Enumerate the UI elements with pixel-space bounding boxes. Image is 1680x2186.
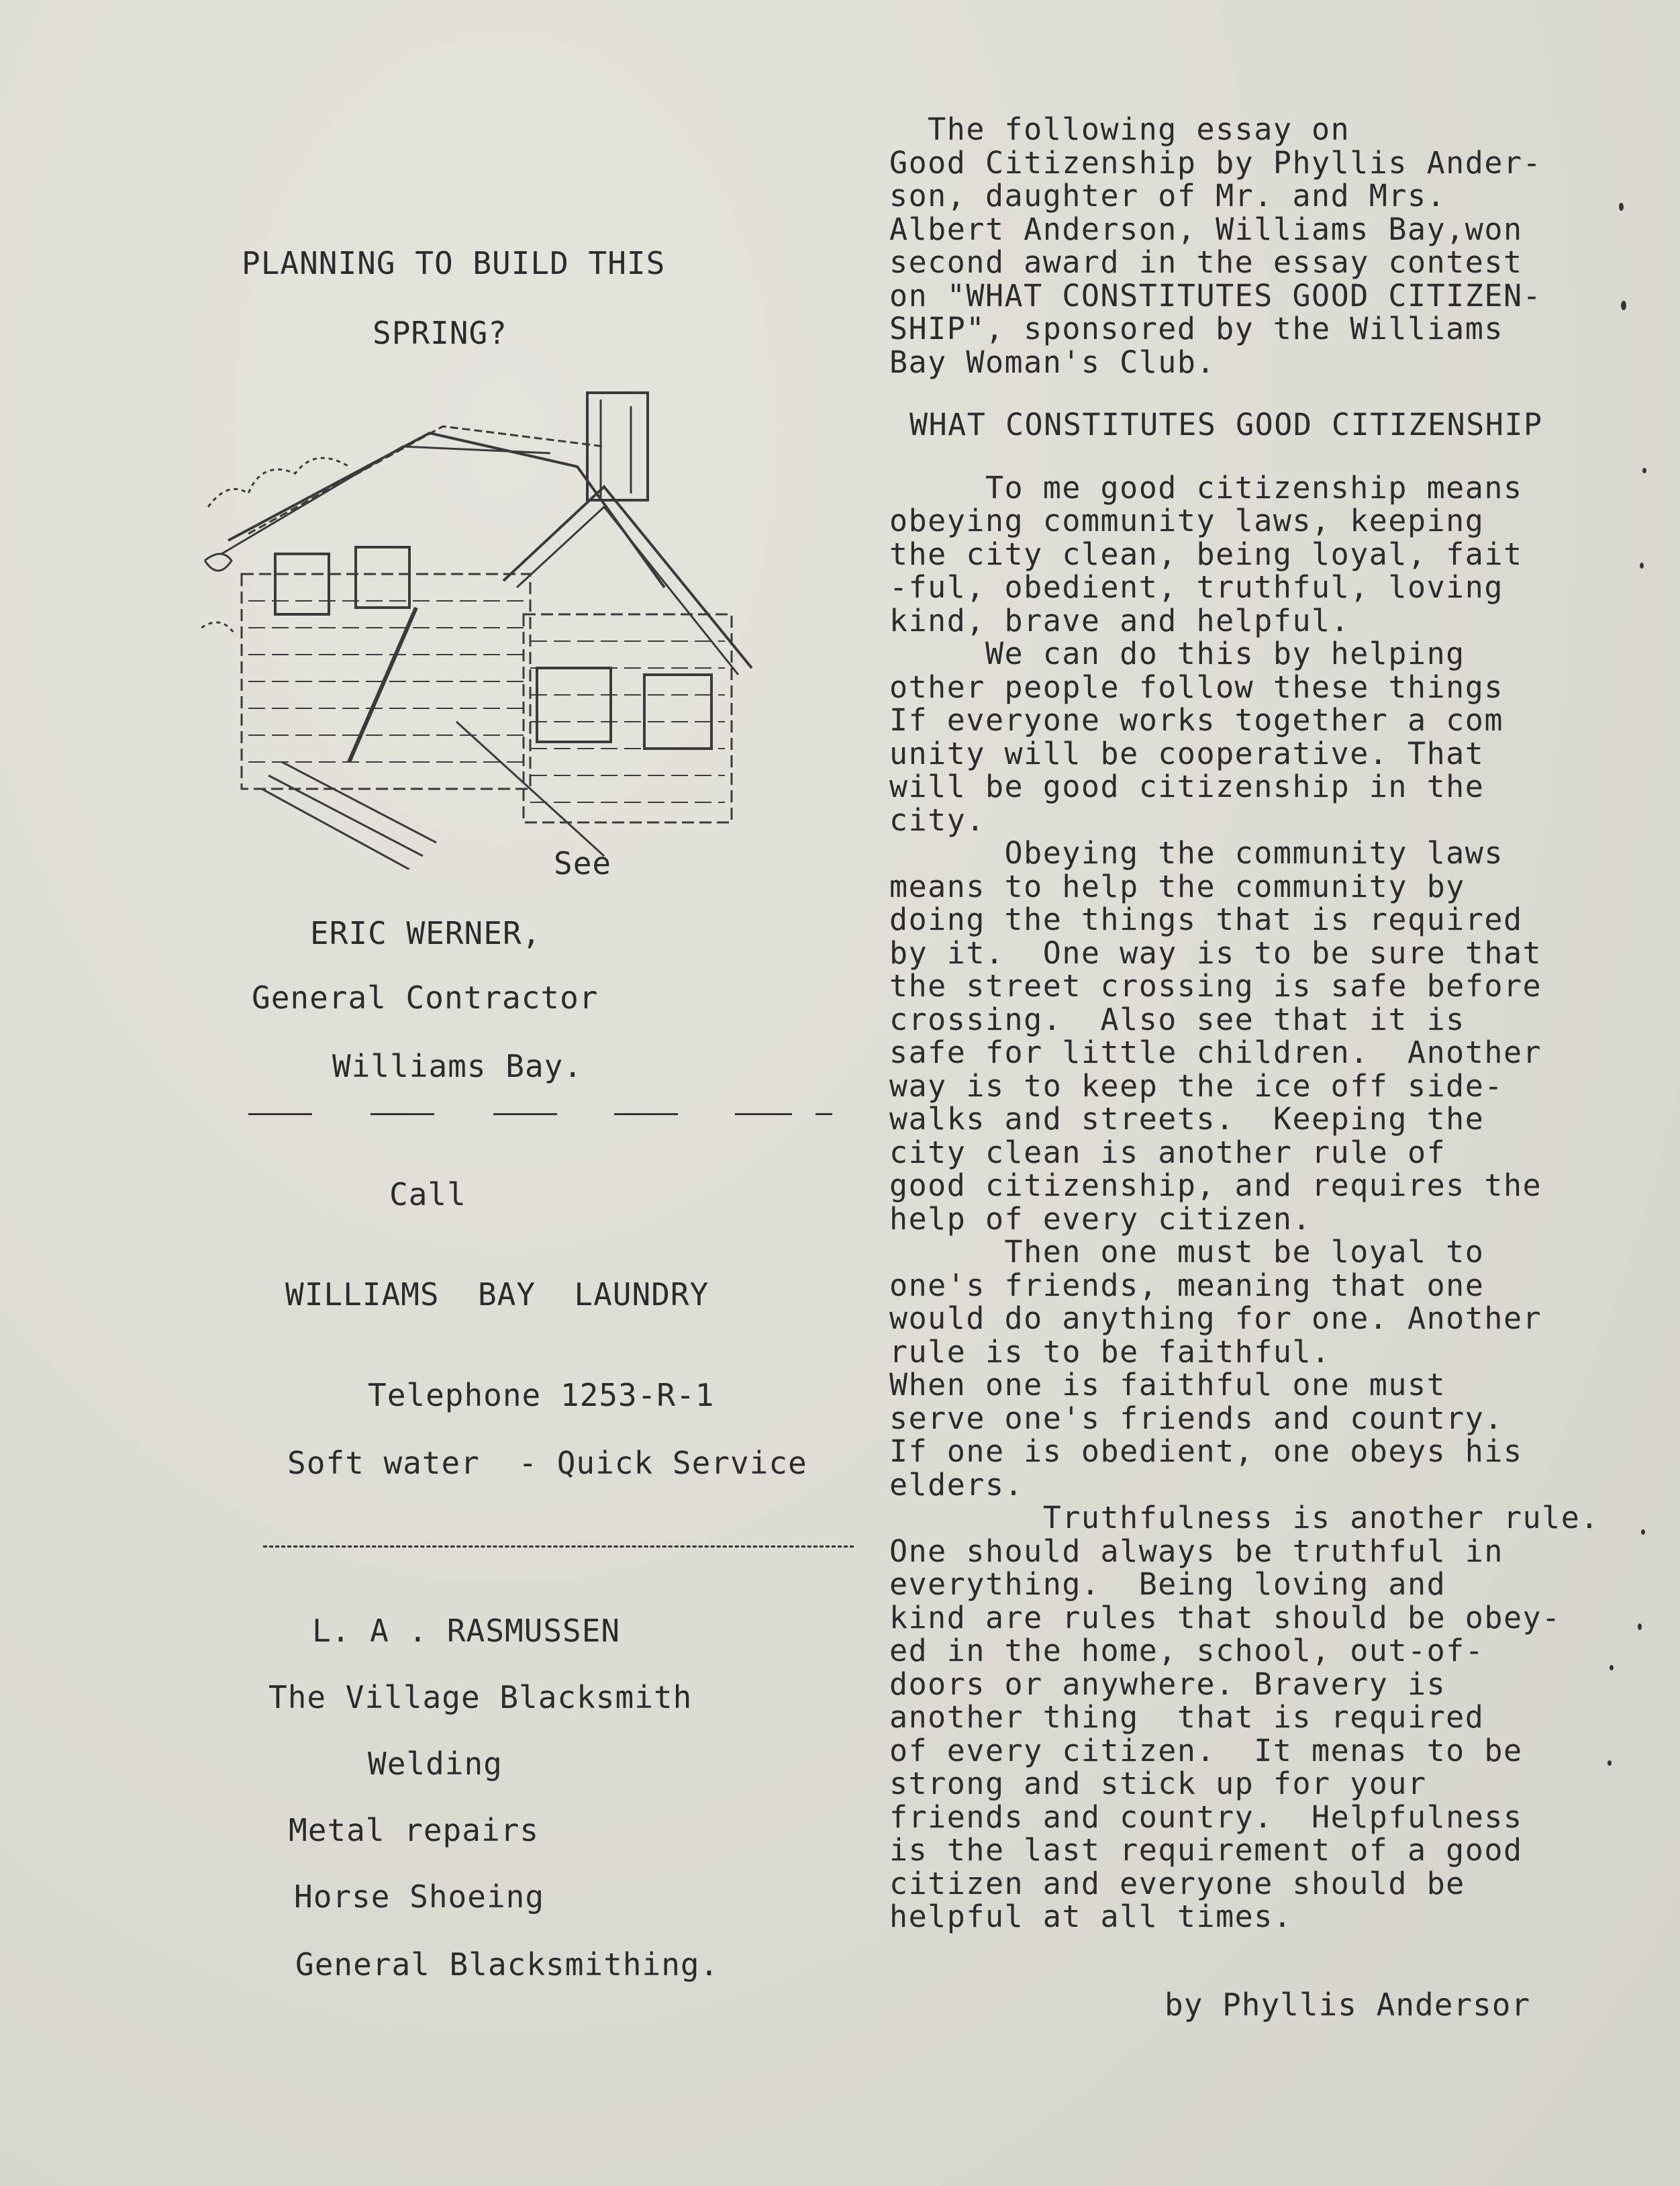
essay-body-line: To me good citizenship means (889, 469, 1523, 506)
essay-body-line: crossing. Also see that it is (889, 1001, 1465, 1037)
ad-headline: PLANNING TO BUILD THIS (242, 245, 666, 281)
essay-body-line: unity will be cooperative. That (889, 735, 1485, 771)
essay-body-line: the street crossing is safe before (889, 968, 1542, 1004)
essay-body-line: rule is to be faithful. (889, 1333, 1331, 1370)
ad-blacksmith-name: L. A . RASMUSSEN (312, 1613, 621, 1649)
ad-tagline: Soft water - Quick Service (287, 1445, 807, 1481)
essay-body-line: Truthfulness is another rule. (889, 1500, 1599, 1535)
essay-body (889, 471, 1654, 1934)
separator-dash (248, 1113, 312, 1115)
essay-body-line: strong and stick up for your (889, 1766, 1427, 1801)
ad-service-item: General Blacksmithing. (295, 1946, 720, 1983)
essay-body-line: walks and streets. Keeping the (889, 1101, 1485, 1137)
essay-body-line: Obeying the community laws (889, 835, 1503, 871)
essay-body-line: We can do this by helping (889, 636, 1465, 671)
essay-intro-line: SHIP", sponsored by the Williams (889, 311, 1503, 346)
margin-speck (1621, 301, 1626, 310)
essay-body-line: other people follow these things (889, 669, 1503, 705)
essay-body-line: kind are rules that should be obey- (889, 1599, 1561, 1635)
ad-contractor-name: ERIC WERNER, (310, 915, 542, 951)
separator-dash (735, 1113, 792, 1115)
essay-intro-line: on "WHAT CONSTITUTES GOOD CITIZEN- (889, 277, 1542, 314)
essay-body-line: serve one's friends and country. (889, 1400, 1503, 1436)
margin-speck (1638, 1623, 1642, 1630)
essay-body-line: means to help the community by (889, 868, 1465, 904)
essay-body-line: safe for little children. Another (889, 1035, 1542, 1070)
essay-body-line: way is to keep the ice off side- (889, 1067, 1503, 1104)
essay-body-line: would do anything for one. Another (889, 1300, 1542, 1336)
ad-headline-2: SPRING? (373, 315, 507, 351)
essay-byline: by Phyllis Andersor (1165, 1987, 1531, 2023)
essay-body-line: Then one must be loyal to (889, 1234, 1485, 1270)
essay-body-line: If one is obedient, one obeys his (889, 1433, 1523, 1469)
margin-speck (1608, 1760, 1612, 1766)
essay-body-line: of every citizen. It menas to be (889, 1732, 1523, 1768)
margin-speck (1640, 563, 1644, 569)
essay-body-line: will be good citizenship in the (889, 769, 1485, 804)
essay-body-line: elders. (889, 1466, 1024, 1503)
essay-body-line: If everyone works together a com (889, 702, 1503, 738)
essay-body-line: city. (889, 802, 985, 838)
ad-telephone: Telephone 1253-R-1 (368, 1377, 715, 1413)
essay-body-line: -ful, obedient, truthful, loving (889, 569, 1503, 605)
essay-body-line: is the last requirement of a good (889, 1832, 1523, 1868)
margin-speck (1619, 203, 1624, 211)
essay-body-line: doing the things that is required (889, 902, 1523, 937)
ad-service-item: Horse Shoeing (294, 1879, 545, 1915)
separator-dash (493, 1113, 557, 1115)
separator-dash (816, 1113, 832, 1115)
ad-laundry-name: WILLIAMS BAY LAUNDRY (285, 1276, 709, 1313)
essay-intro-line: Albert Anderson, Williams Bay,won (889, 211, 1523, 247)
ad-service-item: Welding (368, 1746, 503, 1782)
essay-column (889, 113, 1654, 1934)
essay-body-line: the city clean, being loyal, fait (889, 536, 1523, 572)
essay-intro-line: Good Citizenship by Phyllis Ander- (889, 144, 1542, 181)
essay-body-line: One should always be truthful in (889, 1533, 1503, 1569)
essay-body-line: help of every citizen. (889, 1200, 1312, 1237)
separator-dashed-line (263, 1546, 854, 1548)
essay-body-line: friends and country. Helpfulness (889, 1799, 1523, 1835)
margin-speck (1642, 468, 1646, 473)
house-sketch-illustration (201, 386, 772, 869)
ad-blacksmith-title: The Village Blacksmith (268, 1679, 693, 1715)
ad-see: See (554, 845, 612, 882)
essay-intro-line: son, daughter of Mr. and Mrs. (889, 178, 1446, 213)
essay-intro (889, 113, 1654, 379)
essay-body-line: good citizenship, and requires the (889, 1168, 1542, 1203)
margin-speck (1641, 1529, 1645, 1535)
ad-contractor-role: General Contractor (252, 980, 599, 1016)
ad-call: Call (389, 1176, 466, 1213)
essay-intro-line: The following essay on (889, 111, 1350, 147)
essay-body-line: helpful at all times. (889, 1899, 1293, 1934)
essay-body-line: obeying community laws, keeping (889, 503, 1485, 538)
essay-body-line: kind, brave and helpful. (889, 602, 1350, 638)
essay-intro-line: Bay Woman's Club. (889, 344, 1216, 380)
ad-contractor-place: Williams Bay. (332, 1048, 583, 1084)
essay-title: WHAT CONSTITUTES GOOD CITIZENSHIP (909, 407, 1543, 442)
separator-dash (370, 1113, 434, 1115)
ad-service-item: Metal repairs (289, 1812, 540, 1848)
essay-body-line: When one is faithful one must (889, 1367, 1446, 1403)
essay-body-line: everything. Being loving and (889, 1566, 1446, 1602)
essay-body-line: one's friends, meaning that one (889, 1267, 1485, 1303)
separator-dash (614, 1113, 678, 1115)
essay-intro-line: second award in the essay contest (889, 244, 1523, 280)
essay-body-line: by it. One way is to be sure that (889, 935, 1542, 971)
essay-body-line: doors or anywhere. Bravery is (889, 1666, 1446, 1702)
essay-body-line: citizen and everyone should be (889, 1865, 1465, 1901)
margin-speck (1610, 1665, 1614, 1670)
essay-body-line: another thing that is required (889, 1699, 1485, 1735)
essay-body-line: city clean is another rule of (889, 1134, 1446, 1170)
essay-body-line: ed in the home, school, out-of- (889, 1633, 1485, 1668)
